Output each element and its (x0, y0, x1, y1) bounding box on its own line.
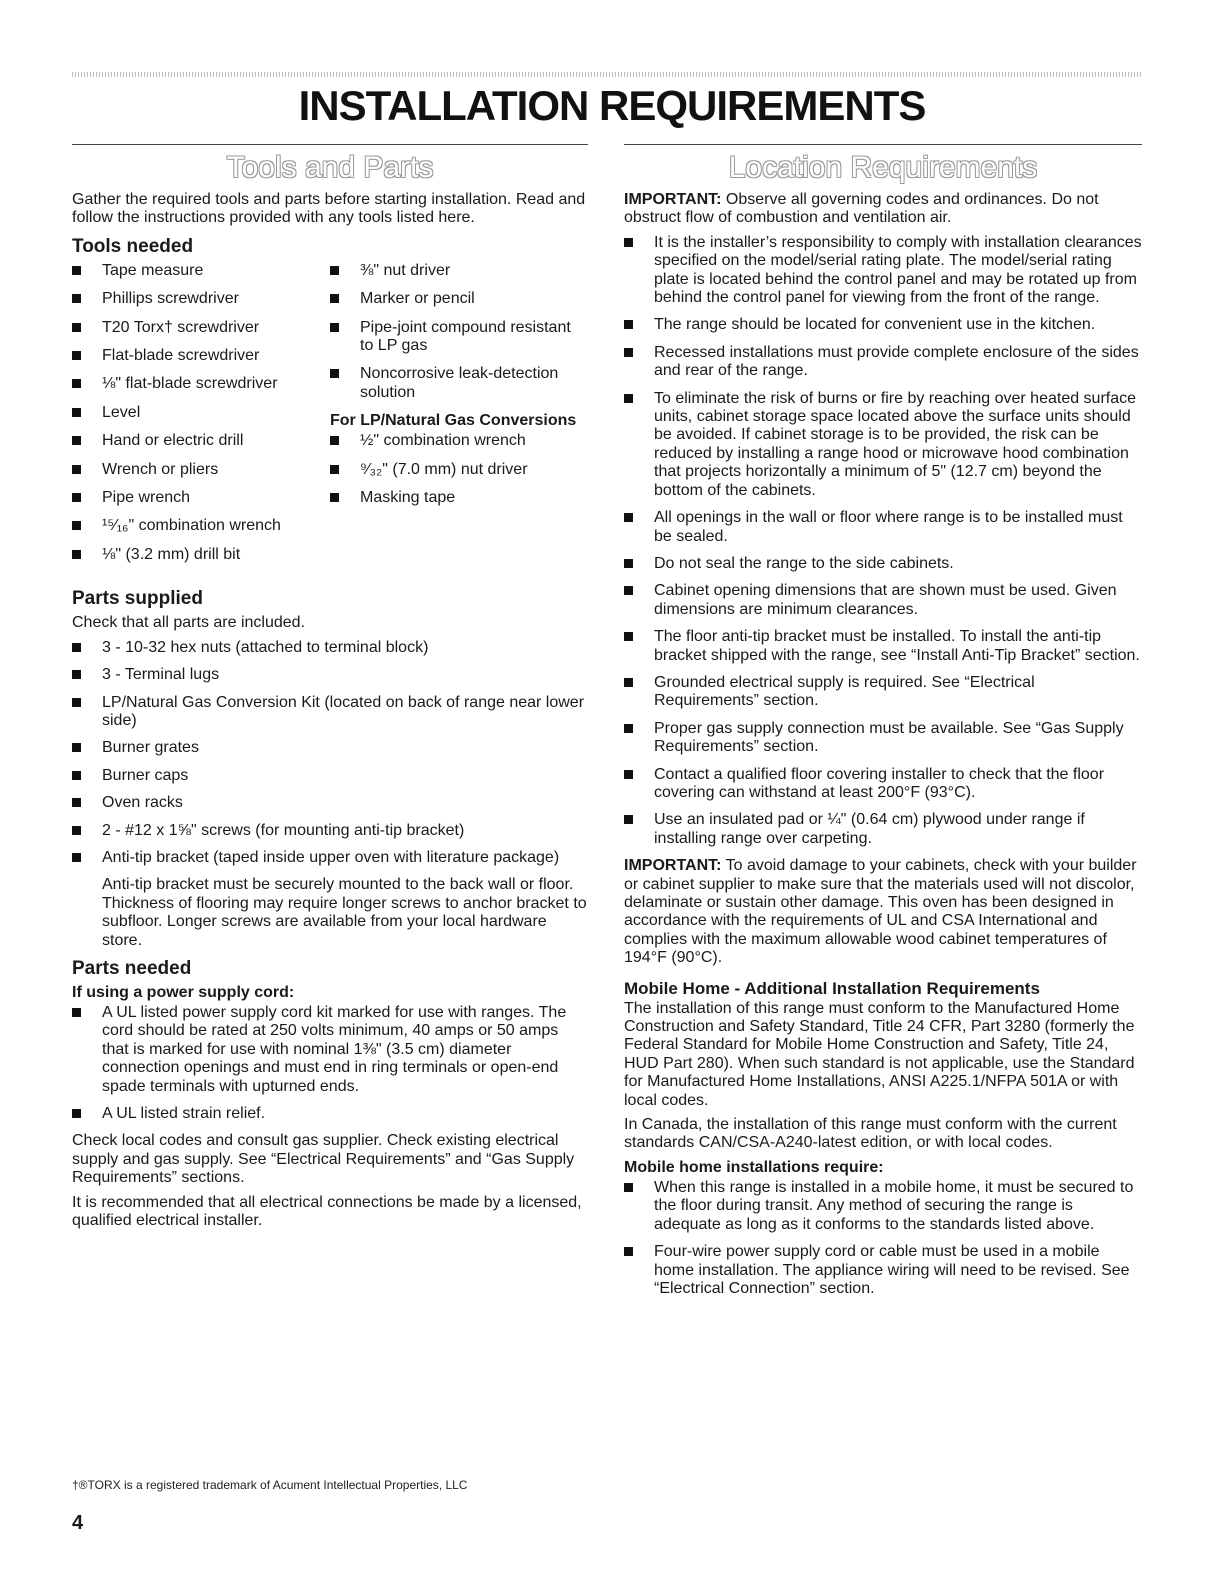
list-item: The range should be located for convenient use in the kitchen. (624, 316, 1142, 334)
bullet-icon (624, 632, 633, 641)
page-title: INSTALLATION REQUIREMENTS (298, 82, 926, 129)
tools-needed-heading: Tools needed (72, 235, 194, 257)
list-item: ⅛" flat-blade screwdriver (72, 375, 330, 393)
list-item: It is the installer’s responsibility to comply with installation clearances specified on the model/serial rating plate. The model/serial rating plate is located behind the control panel and may be rotated up from behind the control panel for viewing from the front of the range. (624, 234, 1142, 308)
bullet-icon (330, 369, 339, 378)
left-section-rule (72, 144, 588, 145)
power-cord-list (72, 1004, 588, 1123)
bullet-icon (624, 348, 633, 357)
bullet-icon (72, 436, 81, 445)
list-item: Grounded electrical supply is required. See “Electrical Requirements” section. (624, 674, 1142, 711)
parts-needed-heading: Parts needed (72, 957, 192, 979)
bullet-icon (72, 379, 81, 388)
list-item: ⁹⁄₃₂" (7.0 mm) nut driver (330, 461, 588, 479)
anti-tip-note: Anti-tip bracket must be securely mounted to the back wall or floor. Thickness of flooring may require longer screws to anchor bracket to subfloor. Longer screws are available from your local hardware store. (102, 876, 587, 949)
list-item: A UL listed power supply cord kit marked for use with ranges. The cord should be rated at 250 volts minimum, 40 amps or 50 amps that is marked for use with nominal 1⅜" (3.5 cm) diameter connection openings and must end in ring terminals or open-end spade terminals with upturned ends. (72, 1004, 588, 1096)
page-number: 4 (72, 1512, 84, 1534)
parts-supplied-list (72, 639, 588, 868)
bullet-icon (72, 351, 81, 360)
list-item: All openings in the wall or floor where range is to be installed must be sealed. (624, 509, 1142, 546)
list-item: A UL listed strain relief. (72, 1105, 588, 1123)
bullet-icon (72, 294, 81, 303)
list-item: Burner grates (72, 739, 588, 757)
parts-supplied-heading: Parts supplied (72, 588, 203, 610)
bullet-icon (624, 815, 633, 824)
list-item: Pipe-joint compound resistant to LP gas (330, 319, 588, 356)
list-item: Phillips screwdriver (72, 290, 330, 308)
recommend-paragraph: It is recommended that all electrical connections be made by a licensed, qualified electrical installer. (72, 1193, 582, 1230)
list-item: Tape measure (72, 262, 330, 280)
list-item: Masking tape (330, 489, 588, 507)
list-item: 3 - 10-32 hex nuts (attached to terminal block) (72, 639, 588, 657)
bullet-icon (72, 743, 81, 752)
important-note-2: IMPORTANT: To avoid damage to your cabinets, check with your builder or cabinet supplier to make sure that the materials used will not discolor, delaminate or sustain other damage. This oven has been designed in accordance with the requirements of UL and CSA International and complies with the maximum allowable wood cabinet temperatures of 194°F (90°C). (624, 857, 1137, 967)
tools-column-1 (72, 262, 330, 574)
list-item: ⅛" (3.2 mm) drill bit (72, 546, 330, 564)
conversions-heading: For LP/Natural Gas Conversions (330, 412, 577, 430)
power-cord-heading: If using a power supply cord: (72, 983, 295, 1001)
bullet-icon (72, 266, 81, 275)
mobile-requirements-list (624, 1179, 1142, 1298)
bullet-icon (72, 826, 81, 835)
bullet-icon (624, 770, 633, 779)
list-item: LP/Natural Gas Conversion Kit (located on back of range near lower side) (72, 694, 588, 731)
list-item: When this range is installed in a mobile home, it must be secured to the floor during transit. Any method of securing the range is adequate as long as it conforms to the standards listed above. (624, 1179, 1142, 1234)
list-item: Anti-tip bracket (taped inside upper oven with literature package) (72, 849, 588, 867)
location-requirements-heading: Location Requirements (728, 151, 1038, 184)
mobile-home-paragraph-1: The installation of this range must conform to the Manufactured Home Construction and Safety Standard, Title 24 CFR, Part 3280 (formerly the Federal Standard for Mobile Home Construction and Safety, Title 24, HUD Part 280). When such standard is not applicable, use the Standard for Manufactured Home Installations, ANSI A225.1/NFPA 501A or with local codes. (624, 999, 1135, 1109)
bullet-icon (72, 798, 81, 807)
list-item: Hand or electric drill (72, 432, 330, 450)
mobile-home-paragraph-2: In Canada, the installation of this range must conform with the current standards CAN/CSA-A240-latest edition, or with local codes. (624, 1116, 1117, 1152)
bullet-icon (624, 394, 633, 403)
bullet-icon (624, 320, 633, 329)
bullet-icon (72, 550, 81, 559)
bullet-icon (330, 266, 339, 275)
list-item: Proper gas supply connection must be available. See “Gas Supply Requirements” section. (624, 720, 1142, 757)
bullet-icon (72, 698, 81, 707)
tools-and-parts-heading: Tools and Parts (226, 151, 434, 184)
bullet-icon (72, 465, 81, 474)
important-note-1: IMPORTANT: Observe all governing codes and ordinances. Do not obstruct flow of combustion and ventilation air. (624, 191, 1099, 227)
list-item: Do not seal the range to the side cabinets. (624, 555, 1142, 573)
list-item: Wrench or pliers (72, 461, 330, 479)
location-requirements-list (624, 234, 1142, 848)
bullet-icon (330, 294, 339, 303)
bullet-icon (330, 436, 339, 445)
list-item: ½" combination wrench (330, 432, 588, 450)
bullet-icon (624, 724, 633, 733)
bullet-icon (624, 1183, 633, 1192)
top-decorative-bar (72, 72, 1142, 77)
bullet-icon (72, 643, 81, 652)
tools-list (72, 262, 588, 580)
bullet-icon (72, 1109, 81, 1118)
list-item: Marker or pencil (330, 290, 588, 308)
bullet-icon (330, 493, 339, 502)
bullet-icon (72, 771, 81, 780)
bullet-icon (72, 493, 81, 502)
list-item: To eliminate the risk of burns or fire by reaching over heated surface units, cabinet storage space located above the surface units should be avoided. If cabinet storage is to be provided, the risk can be reduced by installing a range hood or microwave hood combination that projects horizontally a minimum of 5" (12.7 cm) beyond the bottom of the cabinets. (624, 390, 1142, 500)
list-item: Flat-blade screwdriver (72, 347, 330, 365)
left-column (72, 144, 588, 1236)
bullet-icon (624, 238, 633, 247)
list-item: 2 - #12 x 1⅝" screws (for mounting anti-tip bracket) (72, 822, 588, 840)
bullet-icon (72, 853, 81, 862)
list-item: The floor anti-tip bracket must be installed. To install the anti-tip bracket shipped with the range, see “Install Anti-Tip Bracket” section. (624, 628, 1142, 665)
bullet-icon (330, 323, 339, 332)
trademark-footnote: †®TORX is a registered trademark of Acument Intellectual Properties, LLC (72, 1478, 468, 1492)
list-item: ⅜" nut driver (330, 262, 588, 280)
bullet-icon (624, 586, 633, 595)
bullet-icon (72, 521, 81, 530)
list-item: ¹⁵⁄₁₆" combination wrench (72, 517, 330, 535)
mobile-home-heading: Mobile Home - Additional Installation Requirements (624, 978, 1040, 998)
conversion-tools-list (330, 432, 588, 507)
list-item: Use an insulated pad or ¼" (0.64 cm) plywood under range if installing range over carpeting. (624, 811, 1142, 848)
right-section-rule (624, 144, 1142, 145)
list-item: Contact a qualified floor covering installer to check that the floor covering can withstand at least 200°F (93°C). (624, 766, 1142, 803)
list-item: Noncorrosive leak-detection solution (330, 365, 588, 402)
list-item: Oven racks (72, 794, 588, 812)
parts-supplied-intro: Check that all parts are included. (72, 614, 306, 632)
mobile-require-heading: Mobile home installations require: (624, 1158, 884, 1176)
bullet-icon (624, 513, 633, 522)
list-item: Pipe wrench (72, 489, 330, 507)
list-item: 3 - Terminal lugs (72, 666, 588, 684)
bullet-icon (72, 323, 81, 332)
right-column (624, 144, 1142, 1307)
list-item: T20 Torx† screwdriver (72, 319, 330, 337)
list-item: Four-wire power supply cord or cable must be used in a mobile home installation. The appliance wiring will need to be revised. See “Electrical Connection” section. (624, 1243, 1142, 1298)
bullet-icon (330, 465, 339, 474)
bullet-icon (72, 408, 81, 417)
list-item: Cabinet opening dimensions that are shown must be used. Given dimensions are minimum clearances. (624, 582, 1142, 619)
check-codes-paragraph: Check local codes and consult gas supplier. Check existing electrical supply and gas supply. See “Electrical Requirements” and “Gas Supply Requirements” sections. (72, 1132, 575, 1187)
bullet-icon (624, 678, 633, 687)
tools-column-2-list (330, 262, 588, 402)
list-item: Level (72, 404, 330, 422)
bullet-icon (72, 1008, 81, 1017)
bullet-icon (72, 670, 81, 679)
tools-column-2 (330, 262, 588, 580)
bullet-icon (624, 559, 633, 568)
list-item: Recessed installations must provide complete enclosure of the sides and rear of the range. (624, 344, 1142, 381)
tools-intro: Gather the required tools and parts before starting installation. Read and follow the instructions provided with any tools listed here. (72, 191, 586, 227)
list-item: Burner caps (72, 767, 588, 785)
bullet-icon (624, 1247, 633, 1256)
